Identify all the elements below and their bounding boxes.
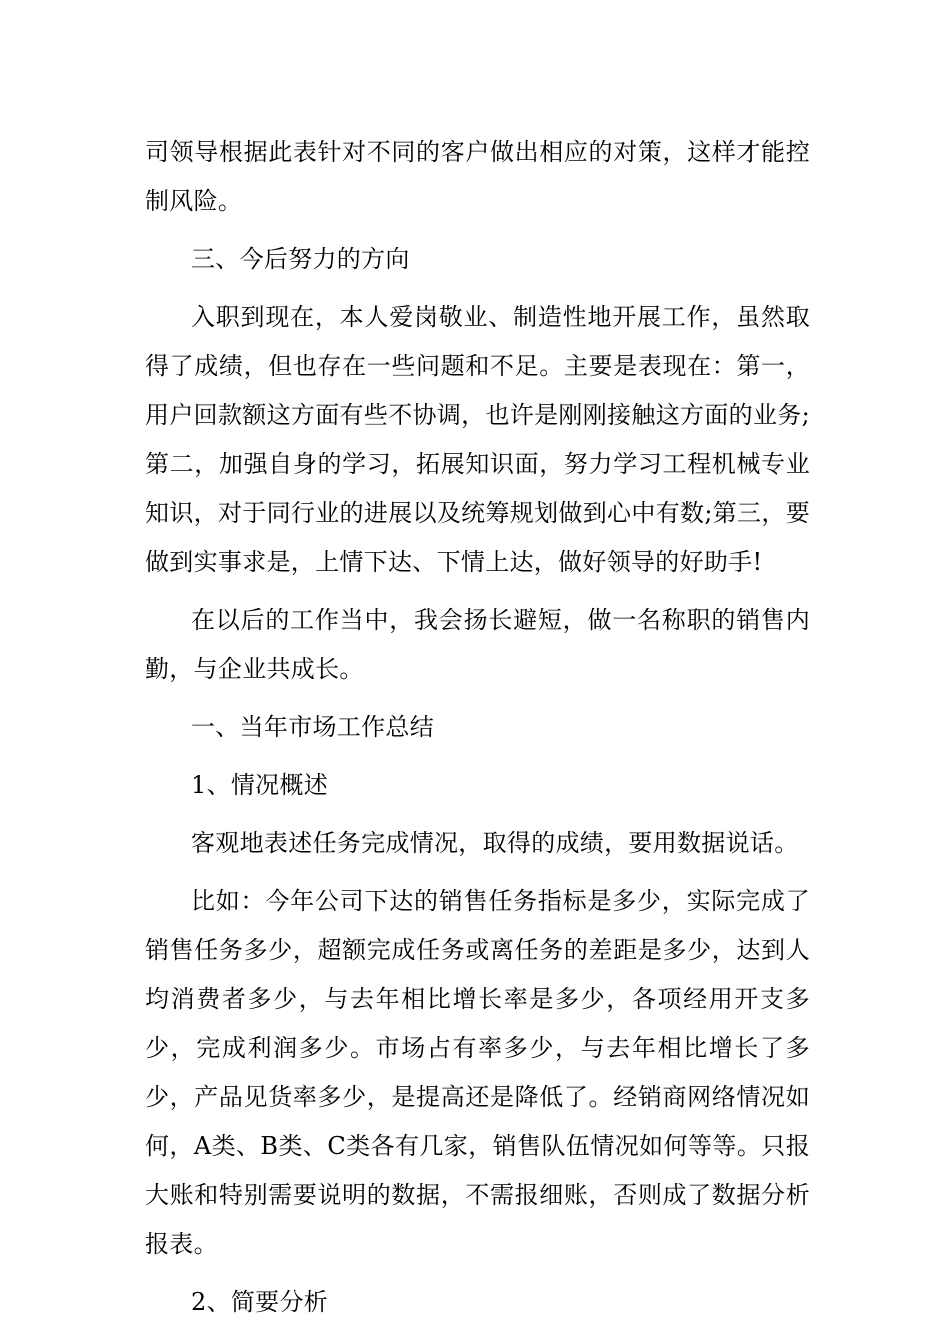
heading-future-direction: 三、今后努力的方向 <box>191 245 410 273</box>
paragraph-risk-control: 司领导根据此表针对不同的客户做出相应的对策，这样才能控制风险。 <box>145 138 810 215</box>
subheading-overview: 1、情况概述 <box>191 771 329 799</box>
paragraph-objective-description: 客观地表述任务完成情况，取得的成绩，要用数据说话。 <box>191 829 799 857</box>
paragraph-self-assessment: 入职到现在，本人爱岗敬业、制造性地开展工作，虽然取得了成绩，但也存在一些问题和不足。主要是表现在：第一，用户回款额这方面有些不协调，也许是刚刚接触这方面的业务;第二，加强自身的学习，拓展知识面，努力学习工程机械专业知识，对于同行业的进展以及统筹规划做到心中有数;第三，要做到实事求是，上情下达、下情上达，做好领导的好助手! <box>145 303 810 576</box>
paragraph-example-metrics: 比如：今年公司下达的销售任务指标是多少，实际完成了销售任务多少，超额完成任务或离任务的差距是多少，达到人均消费者多少，与去年相比增长率是多少，各项经用开支多少，完成利润多少。市场占有率多少，与去年相比增长了多少，产品见货率多少，是提高还是降低了。经销商网络情况如何，A类、B类、C类各有几家，销售队伍情况如何等等。只报大账和特别需要说明的数据，不需报细账，否则成了数据分析报表。 <box>145 887 810 1258</box>
subheading-brief-analysis: 2、简要分析 <box>191 1288 329 1316</box>
heading-market-summary: 一、当年市场工作总结 <box>191 713 434 741</box>
document-body <box>145 128 810 1336</box>
paragraph-future-commitment: 在以后的工作当中，我会扬长避短，做一名称职的销售内勤，与企业共成长。 <box>145 606 810 683</box>
